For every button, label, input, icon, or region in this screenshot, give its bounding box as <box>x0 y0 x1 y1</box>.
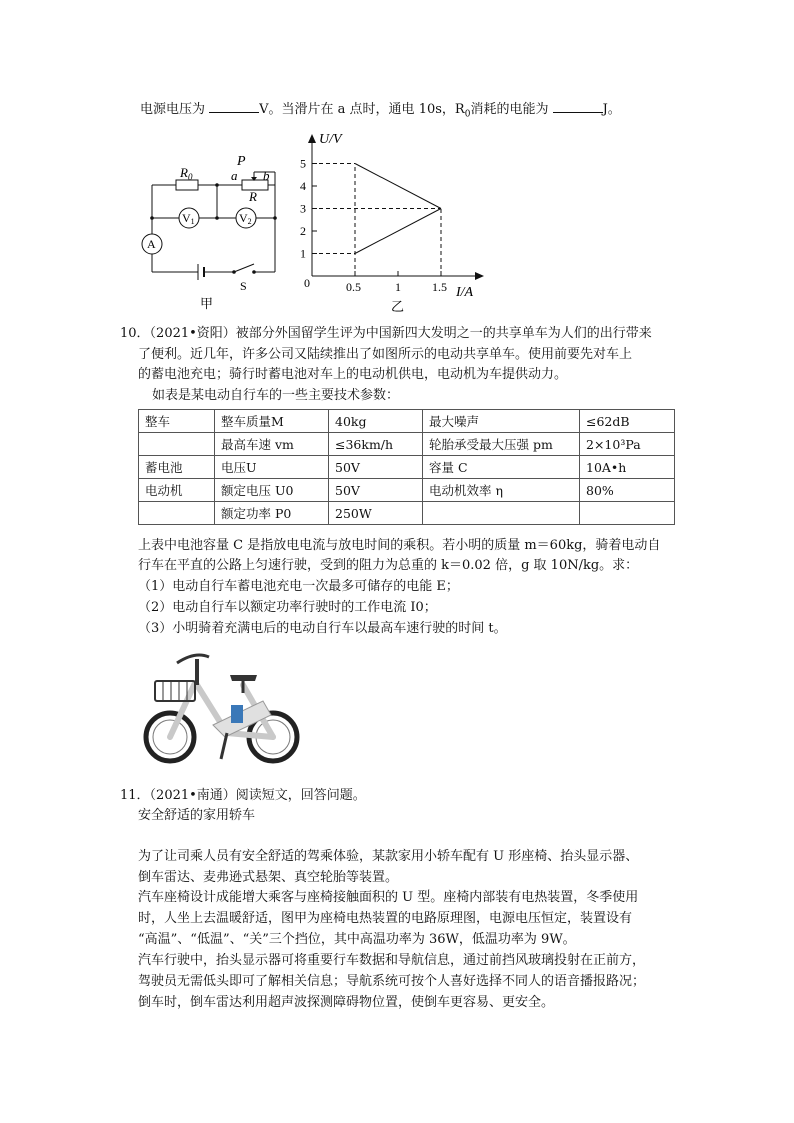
table-row <box>139 502 675 525</box>
passage-line: 倒车时，倒车雷达利用超声波探测障碍物位置，使倒车更容易、更安全。 <box>138 995 555 1010</box>
table-row <box>139 456 675 479</box>
table-cell: ≤62dB <box>580 410 675 433</box>
x-axis-arrow <box>475 272 484 280</box>
y-axis-arrow <box>308 134 316 143</box>
table-cell <box>423 502 580 525</box>
series-line-1 <box>355 164 441 209</box>
tick-marks <box>312 164 441 277</box>
blue-panel <box>231 705 243 723</box>
caption-yi: 乙 <box>391 299 405 314</box>
table-cell: 50V <box>329 456 423 479</box>
q10-line: 的蓄电池充电；骑行时蓄电池对车上的电动机供电，电动机为车提供动力。 <box>138 367 568 382</box>
label-p: P <box>237 154 246 169</box>
kickstand <box>221 733 227 759</box>
table-cell: 电动机 <box>139 479 215 502</box>
handlebar <box>177 655 209 663</box>
label-r: R <box>249 189 257 204</box>
guide-lines <box>312 164 441 277</box>
y-tick-label: 4 <box>300 179 306 193</box>
table-cell <box>139 433 215 456</box>
y-axis-label: U/V <box>319 132 342 147</box>
table-cell: 250W <box>329 502 423 525</box>
answer-blank-energy[interactable] <box>553 100 603 113</box>
label-v2: V2 <box>239 211 252 226</box>
text-segment: V。当滑片在 a 点时，通电 10s，R <box>259 102 465 117</box>
passage-line: 为了让司乘人员有安全舒适的驾乘体验，某款家用小轿车配有 U 形座椅、抬头显示器、 <box>138 849 639 864</box>
label-a: a <box>231 168 238 183</box>
table-cell: 2×10³Pa <box>580 433 675 456</box>
q10-subquestion: （2）电动自行车以额定功率行驶时的工作电流 I0； <box>138 600 437 615</box>
answer-blank-voltage[interactable] <box>209 100 259 113</box>
x-axis-label: I/A <box>456 285 474 300</box>
table-row <box>139 433 675 456</box>
caption-jia: 甲 <box>200 296 214 310</box>
text-segment: 消耗的电能为 <box>470 102 549 117</box>
passage-line: 汽车行驶中，抬头显示器可将重要行车数据和导航信息，通过前挡风玻璃投射在正前方， <box>138 953 646 968</box>
q10-line: 了便利。近几年，许多公司又陆续推出了如图所示的电动共享单车。使用前要先对车上 <box>138 347 633 362</box>
q11-line: 11．（2021•南通）阅读短文，回答问题。 <box>120 788 366 803</box>
series-line-2 <box>355 209 441 254</box>
table-cell <box>580 502 675 525</box>
label-b: b <box>263 168 270 183</box>
fill-in-line <box>140 100 621 124</box>
q10-line: 10．（2021•资阳）被部分外国留学生评为中国新四大发明之一的共享单车为人们的出行带来 <box>120 326 652 341</box>
passage-line: 驾驶员无需低头即可了解相关信息；导航系统可按个人喜好选择不同人的语音播报路况； <box>138 974 646 989</box>
circuit-diagram <box>130 150 300 310</box>
label-r0: $R_0$ <box>180 165 193 182</box>
y-tick-label: 1 <box>300 246 306 261</box>
y-tick-label: 2 <box>300 224 306 238</box>
u-i-graph <box>298 130 488 315</box>
table-cell: 额定功率 P0 <box>215 502 329 525</box>
passage-line: “高温”、“低温”、“关”三个挡位，其中高温功率为 36W，低温功率为 9W。 <box>138 932 576 947</box>
table-cell <box>139 502 215 525</box>
table-cell: 整车 <box>139 410 215 433</box>
passage-title: 安全舒适的家用轿车 <box>138 808 256 823</box>
table-cell: 整车质量M <box>215 410 329 433</box>
text-segment: J。 <box>602 102 621 117</box>
table-cell: ≤36km/h <box>329 433 423 456</box>
table-cell: 轮胎承受最大压强 pm <box>423 433 580 456</box>
subscript: 0 <box>464 109 471 120</box>
table-cell: 电动机效率 η <box>423 479 580 502</box>
q10-subquestion: （3）小明骑着充满电后的电动自行车以最高车速行驶的时间 t。 <box>138 621 507 636</box>
passage-line: 时，人坐上去温暖舒适，图甲为座椅电热装置的电路原理图，电源电压恒定，装置设有 <box>138 911 633 926</box>
table-cell: 电压U <box>215 456 329 479</box>
label-s: S <box>240 279 247 293</box>
table-cell: 蓄电池 <box>139 456 215 479</box>
passage-line: 汽车座椅设计成能增大乘客与座椅接触面积的 U 型。座椅内部装有电热装置，冬季使用 <box>138 890 639 905</box>
table-cell: 额定电压 U0 <box>215 479 329 502</box>
label-v1: V1 <box>182 211 195 226</box>
table-cell: 容量 C <box>423 456 580 479</box>
q10-line: 上表中电池容量 C 是指放电电流与放电时间的乘积。若小明的质量 m＝60kg，骑着电动自 <box>138 538 661 553</box>
passage-line: 倒车雷达、麦弗逊式悬架、真空轮胎等装置。 <box>138 870 399 885</box>
x-tick-label: 1 <box>395 280 401 294</box>
x-tick-label: 0.5 <box>346 280 361 294</box>
table-row <box>139 479 675 502</box>
origin-label: 0 <box>304 276 310 290</box>
q10-line: 行车在平直的公路上匀速行驶，受到的阻力为总重的 k＝0.02 倍，g 取 10N/kg。求： <box>138 558 639 573</box>
table-cell: 40kg <box>329 410 423 433</box>
spec-table <box>138 409 675 525</box>
table-cell: 50V <box>329 479 423 502</box>
table-cell: 80% <box>580 479 675 502</box>
table-cell: 最高车速 vm <box>215 433 329 456</box>
y-tick-label: 3 <box>300 201 306 216</box>
seat <box>230 675 257 681</box>
table-row <box>139 410 675 433</box>
q10-subquestion: （1）电动自行车蓄电池充电一次最多可储存的电能 E； <box>138 579 459 594</box>
y-tick-label: 5 <box>300 156 306 171</box>
text-segment: 电源电压为 <box>140 102 206 117</box>
label-a-meter: A <box>147 237 156 251</box>
x-tick-label: 1.5 <box>432 280 447 294</box>
table-cell: 10A•h <box>580 456 675 479</box>
table-cell: 最大噪声 <box>423 410 580 433</box>
q10-line: 如表是某电动自行车的一些主要技术参数： <box>152 388 400 403</box>
electric-bike-image <box>135 645 305 765</box>
